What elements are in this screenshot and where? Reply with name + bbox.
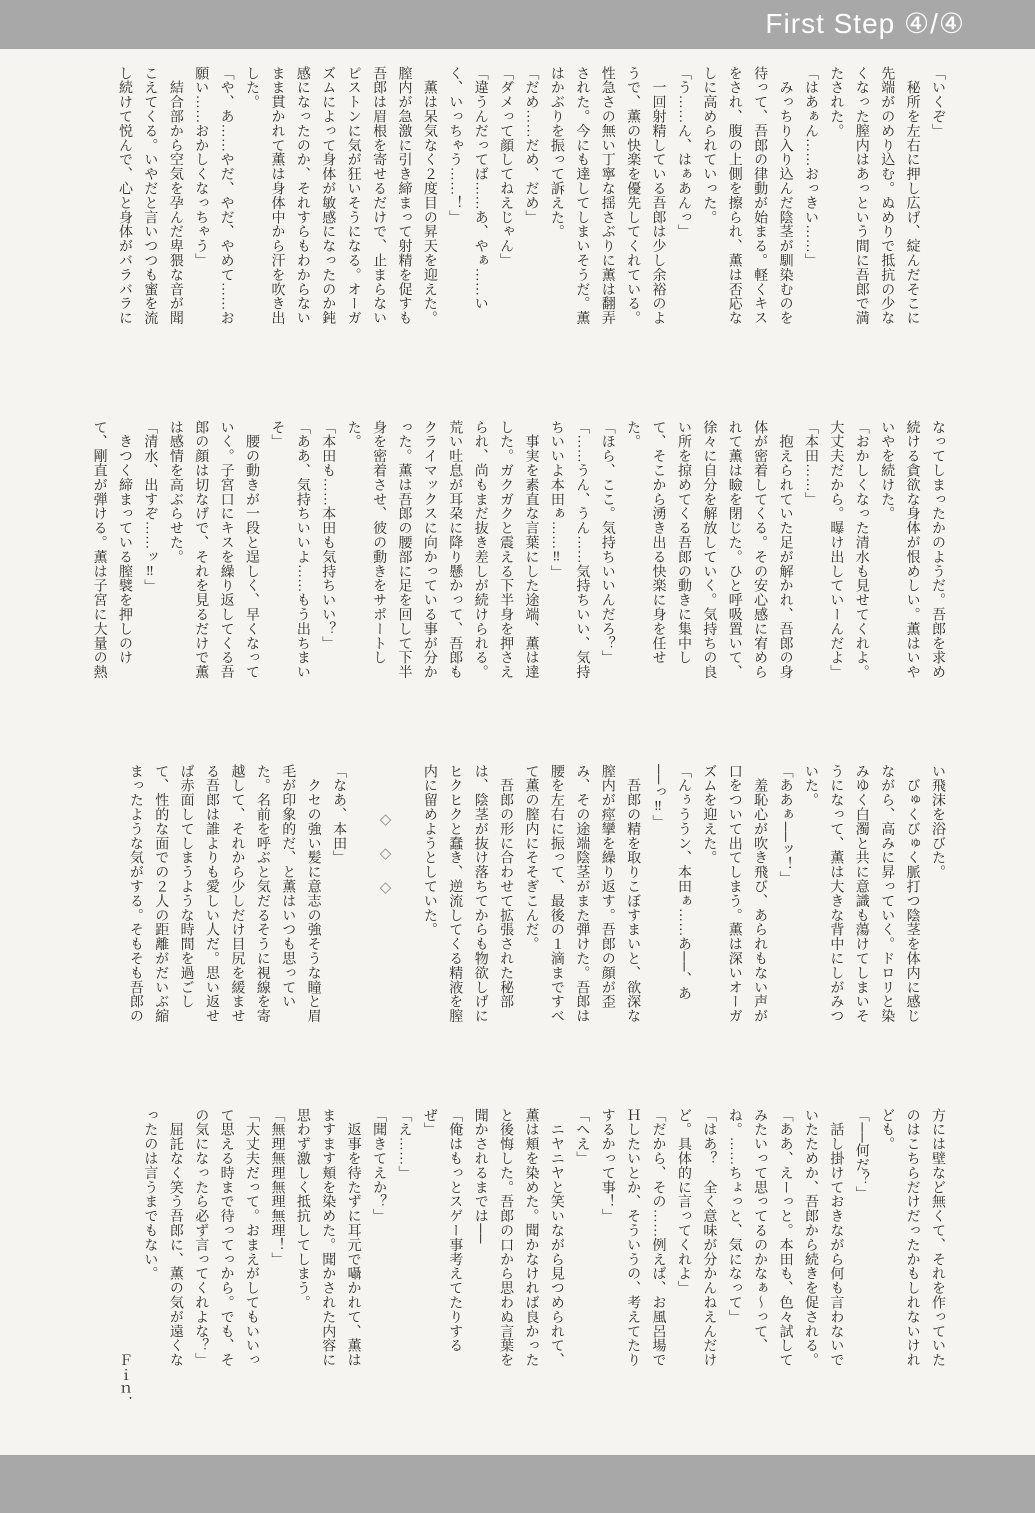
text-column: て、そこから湧き出る快楽に身を任せ [650,420,666,665]
text-column: をされ、腹の上側を擦られ、薫は否応な [726,66,742,326]
text-column: 「だめ……だめ、だめ」 [523,66,539,225]
text-column: した。ガクガクと震える下半身を押さえ [498,420,514,680]
text-column: まま貫かれて薫は身体中から汗を吹き出 [269,66,285,326]
text-column: うになって、薫は大きな背中にしがみつ [828,764,844,1024]
text-column: ぜ」 [421,1108,437,1137]
text-column: なってしまったかのようだ。吾郎を求め [930,420,945,680]
text-column: 話し掛けておきながら何も言わないで [828,1108,844,1368]
text-column: 「へえ」 [574,1108,590,1166]
text-column: しに高められていった。 [701,66,717,225]
text-band-2 [80,420,950,762]
text-column: 膣内が急激に引き締まって射精を促すも [396,66,412,326]
text-column: 感になったのか、それすらもわからない [294,66,310,326]
text-column: ピストンに気が狂いそうになる。オーガ [345,66,361,326]
text-column: 「違うんだってば……あ、やぁ……い [472,66,488,311]
text-column: て思える時まで待ってっから。でも、そ [218,1108,234,1368]
text-column: 「う……ん、はぁあんっ」 [675,66,691,239]
text-column: ど。具体的に言ってくれよ」 [675,1108,691,1296]
text-column: 「ああ、えーっと。本田も、色々試して [777,1108,793,1368]
text-column: 「聞きてえか？」 [371,1108,387,1224]
text-column: 「……うん、うん……気持ちいい、気持 [574,420,590,680]
text-column: 荒い吐息が耳朶に降り懸かって、吾郎も [447,420,463,680]
text-column: 「清水、出すぞ……ッ‼」 [142,420,158,594]
text-column: のはこちらだけだったかもしれないけれ [904,1108,920,1368]
text-column: 身を密着させ、彼の動きをサポートし [371,420,387,665]
text-column: 「や、あ……やだ、やだ、やめて……お [218,66,234,326]
text-column: いやを続けた。 [879,420,895,521]
text-column: た。 [625,420,641,449]
header-bar [0,0,1035,49]
text-column: 「本田も……本田も気持ちいい？」 [320,420,336,651]
text-column: 大丈夫だから。曝け出していーんだよ」 [828,420,844,680]
text-column: 一回射精している吾郎は少し余裕のよ [650,66,666,326]
text-column: ったのは言うまでもない。 [142,1108,158,1281]
text-column: クライマックスに向かっている事が分か [421,420,437,680]
text-band-3 [80,764,950,1106]
text-column: て、剛直が弾ける。薫は子宮に大量の熱 [91,420,107,680]
text-column: 薫は呆気なく２度目の昇天を迎えた。 [421,66,437,326]
text-column: 思わず激しく抵抗してしまう。 [294,1108,310,1310]
text-column: くなった膣内はあっという間に吾郎で満 [853,66,869,326]
text-column: 腰の動きが一段と逞しく、早くなって [244,420,260,680]
text-column: 「なあ、本田」 [331,764,347,865]
text-column: 「いくぞ」 [930,66,945,138]
text-column: するかって事！」 [599,1108,615,1224]
text-column: こえてくる。いやだと言いつつも蜜を流 [142,66,158,326]
text-column: 待って、吾郎の律動が始まる。軽くキス [752,66,768,326]
text-column: 越して、それから少しだけ目尻を緩ませ [229,764,245,1024]
text-band-4 [80,1108,950,1450]
text-column: Ｆｉｎ． [117,1108,132,1411]
text-column: ね。……ちょっと、気になって」 [726,1108,742,1324]
text-column: ながら、高みに昇っていく。ドロリと染 [879,764,895,1024]
text-column: 抱えられていた足が解かれ、吾郎の身 [777,420,793,680]
text-column: みゆく白濁と共に意識も蕩けてしまいそ [853,764,869,1024]
text-column: ──っ‼」 [650,764,666,829]
text-column: みたいって思ってるのかなぁ〜って、 [752,1108,768,1353]
text-column: された。今にも達してしまいそうだ。薫 [574,66,590,326]
text-column: 膣内が痙攣を繰り返す。吾郎の顔が歪 [599,764,615,1009]
text-column: 「ほら、ここ。気持ちいいんだろ？」 [599,420,615,665]
text-column: ども。 [879,1108,895,1152]
text-column: 屈託なく笑う吾郎に、薫の気が遠くな [167,1108,183,1368]
text-column: びゅくびゅく脈打つ陰茎を体内に感じ [904,764,920,1024]
text-column: み、その途端陰茎がまた弾けた。吾郎は [574,764,590,1024]
text-column: ズムによって身体が敏感になったのか鈍 [320,66,336,326]
text-column: 「んぅううン、本田ぁ……あ──、あ [675,764,691,1001]
text-column: は感情を高ぶらせた。 [167,420,183,564]
text-column: 内に留めようとしていた。 [421,764,437,937]
text-column: 「おかしくなった清水も見せてくれよ。 [853,420,869,680]
text-column: は、陰茎が抜け落ちてからも物欲しげに [472,764,488,1024]
text-column: 「俺はもっとスゲー事考えてたりする [447,1108,463,1353]
text-column: られ、尚もまだ抜き差しが続けられる。 [472,420,488,680]
text-column: いたためか、吾郎から続きを促される。 [802,1108,818,1368]
text-column: と後悔した。吾郎の口から思わぬ言葉を [498,1108,514,1368]
text-column: 返事を待たずに耳元で囁かれて、薫は [345,1108,361,1368]
text-column: いく。子宮口にキスを繰り返してくる吾 [218,420,234,680]
text-column: ちいいよ本田ぁ……‼」 [548,420,564,580]
text-column: 「はあ？ 全く意味が分かんねえんだけ [701,1108,717,1368]
text-column: たされた。 [828,66,844,138]
text-column: 郎の顔は切なげで、それを見るだけで薫 [193,420,209,680]
text-column: した。 [244,66,260,110]
text-column: て、性的な面での２人の距離がだいぶ縮 [153,764,169,1024]
text-column: 吾郎は眉根を寄せるだけで、止まらない [371,66,387,326]
text-column: ますます頬を染めた。聞かされた内容に [320,1108,336,1368]
text-column: い飛沫を浴びた。 [930,764,945,880]
text-column: うで、薫の快楽を優先してくれている。 [625,66,641,326]
text-column: まったような気がする。そもそも吾郎の [127,764,143,1024]
text-column: 薫は頬を染めた。聞かなければ良かった [523,1108,539,1368]
text-column: 腰を左右に振って、最後の１滴まですべ [548,764,564,1024]
text-column: Ｈしたいとか、そういうの、考えてたり [625,1108,641,1368]
text-band-1 [80,66,950,408]
text-column: 徐々に自分を解放していく。気持ちの良 [701,420,717,680]
text-column: そ」 [269,420,285,449]
text-column: 「ああ、気持ちいいよ……もう出ちまい [294,420,310,680]
text-column: ば赤面してしまうような時間を過ごし [178,764,194,1009]
text-column: 「ダメって顔してねえじゃん」 [498,66,514,268]
text-column: 「本田……」 [802,420,818,507]
text-column: た。 [345,420,361,449]
text-column: ヒクヒクと蠢き、逆流してくる精液を膣 [447,764,463,1024]
text-column: 「ああぁ──ッ！」 [777,764,793,886]
text-column: の気になったら必ず言ってくれよな？」 [193,1108,209,1368]
text-column: 方には壁など無くて、それを作っていた [930,1108,945,1368]
text-column: ニヤニヤと笑いながら見つめられて、 [548,1108,564,1368]
text-column: きつく締まっている膣襞を押しのけ [117,420,132,665]
text-column: れて薫は瞼を閉じた。ひと呼吸置いて、 [726,420,742,680]
text-column: 続ける貪欲な身体が恨めしい。薫はいや [904,420,920,680]
text-column: 性急さの無い丁寧な揺さぶりに薫は翻弄 [599,66,615,326]
text-column: ズムを迎えた。 [701,764,717,865]
text-column: 体が密着してくる。その安心感に宥めら [752,420,768,680]
text-column: 「はあぁん……おっきい……」 [802,66,818,268]
text-column: 秘所を左右に押し広げ、綻んだそこに [904,66,920,326]
text-column: 聞かされるまでは── [472,1108,488,1244]
text-column: はかぶりを振って訴えた。 [548,66,564,239]
page-title: First Step ④/④ [765,8,965,39]
text-column: 毛が印象的だ、と薫はいつも思ってい [280,764,296,1009]
text-column: 「──何だ？」 [853,1108,869,1201]
text-column: し続けて悦んで、心と身体がバラバラに [117,66,132,326]
text-column: 事実を素直な言葉にした途端、薫は達 [523,420,539,680]
text-column: 結合部から空気を孕んだ卑猥な音が聞 [167,66,183,326]
text-column: く、いっちゃう……！」 [447,66,463,225]
text-column: いた。 [802,764,818,808]
text-column: 願い……おかしくなっちゃう」 [193,66,209,268]
text-column: た。名前を呼ぶと気だるそうに視線を寄 [254,764,270,1024]
text-column: い所を掠めてくる吾郎の動きに集中し [675,420,691,665]
text-column: て薫の膣内にそそぎこんだ。 [523,764,539,952]
text-column: みっちり入り込んだ陰茎が馴染むのを [777,66,793,326]
section-divider: ◇ ◇ ◇ [376,764,393,897]
text-column: 口をついて出てしまう。薫は深いオーガ [726,764,742,1024]
text-column: 吾郎の精を取りこぼすまいと、欲深な [625,764,641,1024]
text-column: クセの強い髪に意志の強そうな瞳と眉 [305,764,321,1024]
text-column: 「無理無理無理無理！」 [269,1108,285,1267]
footer-bar [0,1455,1035,1513]
text-column: 「だから、その……例えば、お風呂場で [650,1108,666,1368]
text-column: 吾郎の形に合わせて拡張された秘部 [498,764,514,1009]
text-column: 「え……」 [396,1108,412,1180]
text-column: 羞恥心が吹き飛び、あられもない声が [752,764,768,1024]
text-column: る吾郎は誰よりも愛しい人だ。思い返せ [204,764,220,1024]
text-column: 「大丈夫だって。おまえがしてもいいっ [244,1108,260,1368]
text-column: った。薫は吾郎の腰部に足を回して下半 [396,420,412,680]
text-column: 先端がのめり込む。ぬめりで抵抗の少な [879,66,895,326]
